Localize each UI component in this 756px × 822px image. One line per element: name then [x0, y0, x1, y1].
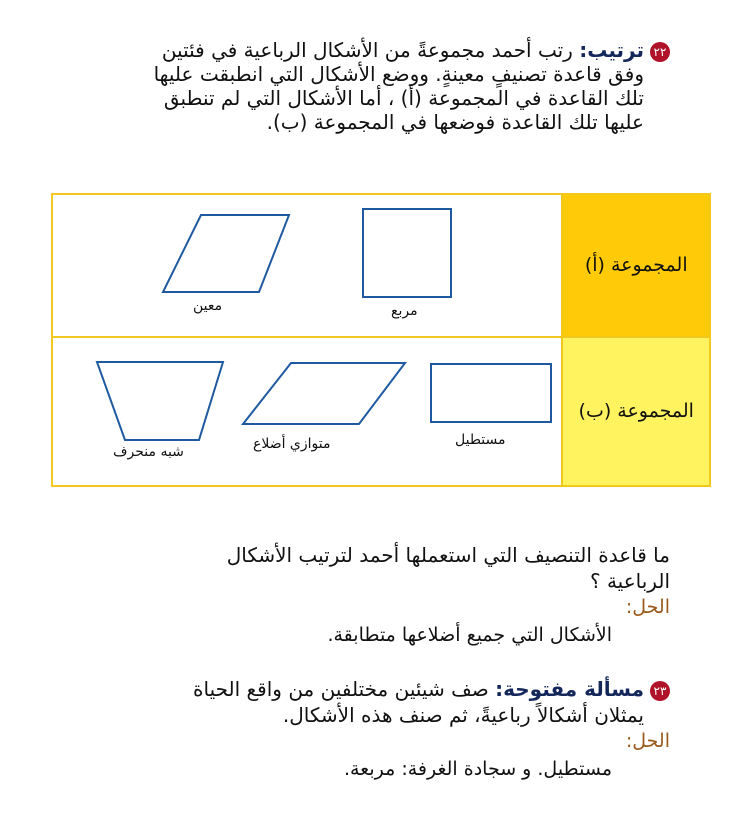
- solution-text: مستطيل. و سجادة الغرفة: مربعة.: [343, 758, 612, 780]
- question-23: [120, 676, 670, 754]
- solution-label: الحل:: [625, 730, 670, 752]
- question-text-line: وفق قاعدة تصنيفٍ معينةٍ. ووضع الأشكال التي انطبقت عليها: [153, 62, 644, 86]
- parallelogram-shape: [243, 363, 405, 424]
- group-b-shapes: [53, 338, 565, 486]
- question-text-line: الرباعية ؟: [589, 569, 670, 593]
- group-a-label: المجموعة (أ): [562, 194, 710, 337]
- group-a-shapes: [53, 195, 565, 337]
- question-text-line: يمثلان أشكالاً رباعيةً، ثم صنف هذه الأشكال.: [282, 703, 644, 727]
- question-number-badge: ٢٣: [650, 681, 670, 701]
- solution-text: الأشكال التي جميع أضلاعها متطابقة.: [327, 624, 612, 646]
- classification-question: [160, 542, 670, 620]
- group-a-shapes-cell: [52, 194, 562, 337]
- group-b-shapes-cell: [52, 337, 562, 486]
- question-text-line: عليها تلك القاعدة فوضعها في المجموعة (ب).: [266, 110, 644, 134]
- square-caption: مربع: [391, 303, 418, 319]
- question-keyword: مسألة مفتوحة:: [495, 677, 644, 701]
- solution-label: الحل:: [625, 596, 670, 618]
- question-22: [100, 38, 670, 134]
- parallelogram-caption: متوازي أضلاع: [253, 435, 331, 452]
- rectangle-caption: مستطيل: [455, 431, 506, 448]
- question-number-badge: ٢٢: [650, 42, 670, 62]
- square-shape: [363, 209, 451, 297]
- group-b-label: المجموعة (ب): [562, 337, 710, 486]
- question-text-line: صف شيئين مختلفين من واقع الحياة: [193, 677, 489, 701]
- question-text-line: تلك القاعدة في المجموعة (أ) ، أما الأشكال التي لم تنطبق: [163, 86, 644, 110]
- question-text-line: رتب أحمد مجموعةً من الأشكال الرباعية في فئتين: [161, 38, 573, 62]
- rhombus-shape: [163, 215, 289, 292]
- question-keyword: ترتيب:: [579, 38, 644, 62]
- rectangle-shape: [431, 364, 551, 422]
- groups-table: [51, 193, 711, 487]
- rhombus-caption: معين: [193, 298, 223, 314]
- trapezoid-caption: شبه منحرف: [113, 443, 184, 460]
- trapezoid-shape: [97, 362, 223, 440]
- question-text-line: ما قاعدة التنصيف التي استعملها أحمد لترتيب الأشكال: [226, 543, 670, 567]
